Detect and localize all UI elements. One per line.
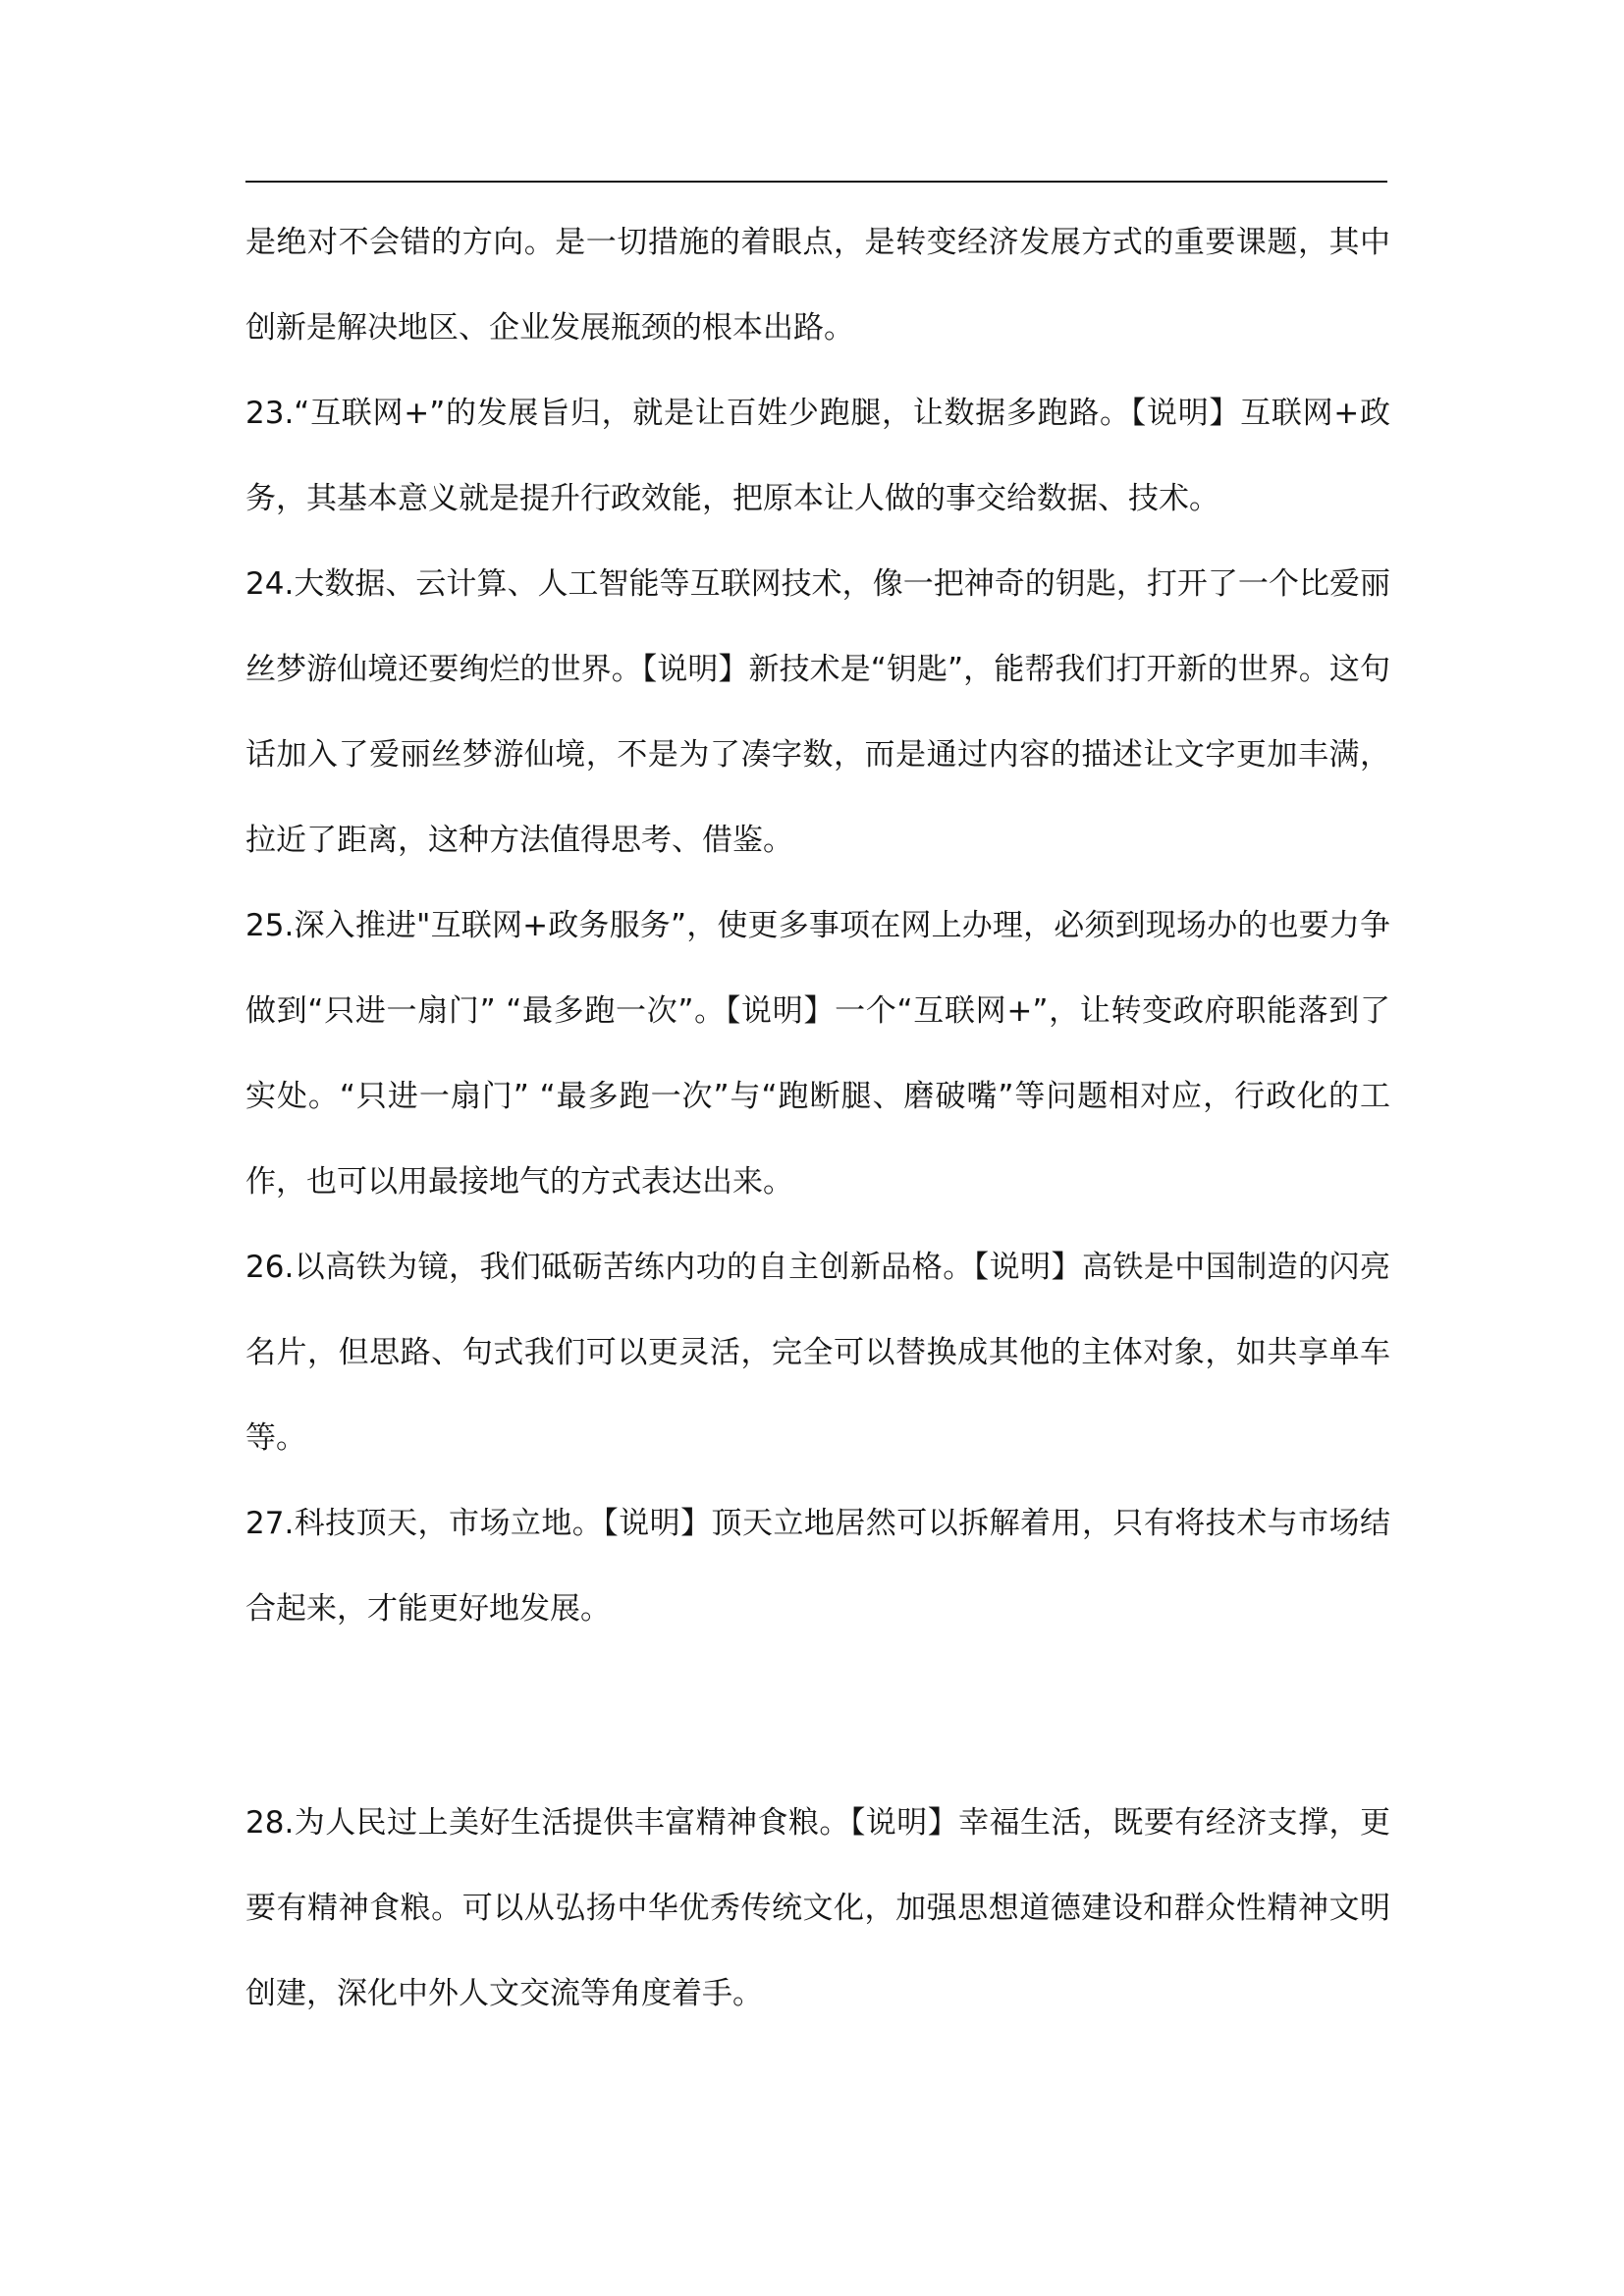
paragraph-25: 25.深入推进"互联网+政务服务”，使更多事项在网上办理，必须到现场办的也要力争做到“只进一扇门” “最多跑一次”。【说明】一个“互联网+”，让转变政府职能落到了实处。“只进一扇门” “最多跑一次”与“跑断腿、磨破嘴”等问题相对应，行政化的工作，也可以用最接地气的方式表达出来。: [245, 908, 1390, 1200]
header-rule: [245, 181, 1387, 183]
text-block-secondary: [245, 1781, 1390, 2037]
paragraph-27: 27.科技顶天，市场立地。【说明】顶天立地居然可以拆解着用，只有将技术与市场结合起来，才能更好地发展。: [245, 1506, 1390, 1627]
paragraph-28: 28.为人民过上美好生活提供丰富精神食粮。【说明】幸福生活，既要有经济支撑，更要有精神食粮。可以从弘扬中华优秀传统文化，加强思想道德建设和群众性精神文明创建，深化中外人文交流等角度着手。: [245, 1805, 1390, 2011]
paragraph-continuation: 是绝对不会错的方向。是一切措施的着眼点，是转变经济发展方式的重要课题，其中创新是解决地区、企业发展瓶颈的根本出路。: [245, 225, 1390, 346]
paragraph-23: 23.“互联网+”的发展旨归，就是让百姓少跑腿，让数据多跑路。【说明】互联网+政务，其基本意义就是提升行政效能，把原本让人做的事交给数据、技术。: [245, 396, 1390, 516]
paragraph-26: 26.以高铁为镜，我们砥砺苦练内功的自主创新品格。【说明】高铁是中国制造的闪亮名片，但思路、句式我们可以更灵活，完全可以替换成其他的主体对象，如共享单车等。: [245, 1250, 1390, 1456]
text-block-main: [245, 200, 1390, 1652]
paragraph-24: 24.大数据、云计算、人工智能等互联网技术，像一把神奇的钥匙，打开了一个比爱丽丝梦游仙境还要绚烂的世界。【说明】新技术是“钥匙”，能帮我们打开新的世界。这句话加入了爱丽丝梦游仙境，不是为了凑字数，而是通过内容的描述让文字更加丰满，拉近了距离，这种方法值得思考、借鉴。: [245, 566, 1390, 858]
